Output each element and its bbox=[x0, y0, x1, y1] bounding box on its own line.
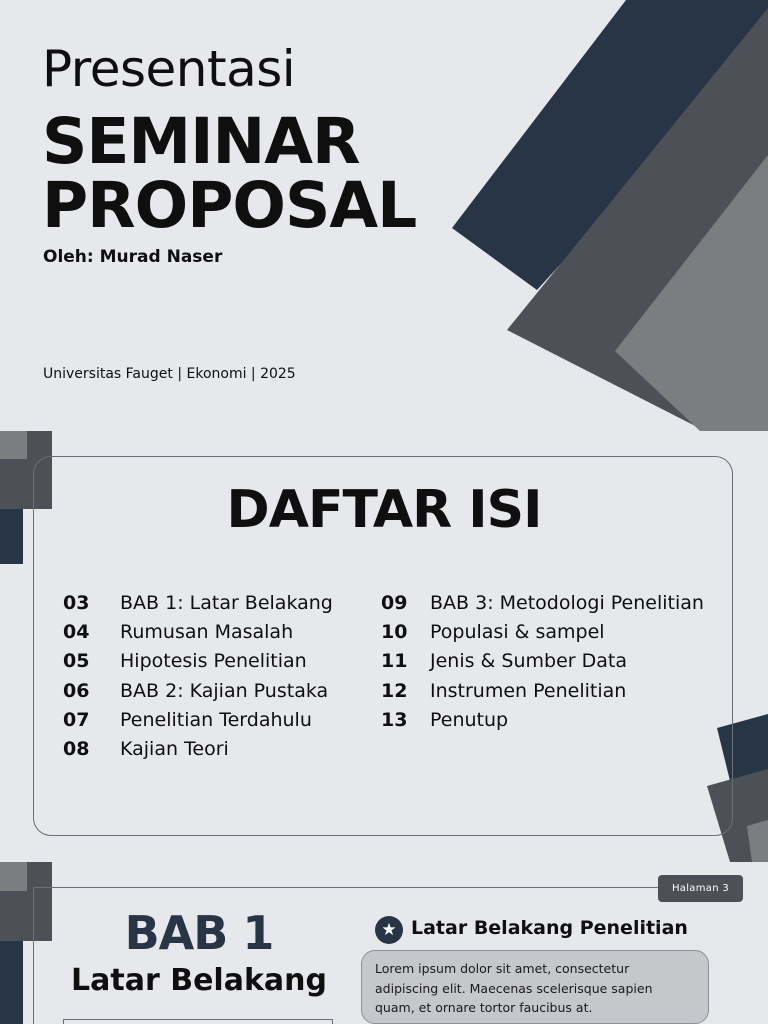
cover-title bbox=[42, 105, 417, 242]
toc-entry bbox=[63, 617, 333, 646]
toc-entry-page-number: 05 bbox=[63, 650, 90, 673]
toc-entry bbox=[63, 676, 333, 705]
toc-entry-label: Rumusan Masalah bbox=[120, 620, 294, 643]
star-icon: ★ bbox=[375, 916, 403, 944]
toc-entry bbox=[63, 705, 333, 734]
cover-author: Oleh: Murad Naser bbox=[43, 247, 223, 267]
chapter-number: BAB 1 bbox=[124, 906, 274, 960]
toc-entry bbox=[63, 734, 333, 763]
chapter-image-frame bbox=[63, 1019, 333, 1024]
cover-institution: Universitas Fauget | Ekonomi | 2025 bbox=[43, 366, 296, 382]
toc-entry-page-number: 12 bbox=[381, 679, 408, 702]
toc-decor-shape bbox=[0, 431, 27, 459]
section-heading: Latar Belakang Penelitian bbox=[411, 917, 688, 939]
toc-entry-page-number: 04 bbox=[63, 620, 90, 643]
toc-slide bbox=[0, 431, 768, 862]
page-number-badge: Halaman 3 bbox=[658, 875, 743, 902]
toc-entry bbox=[381, 705, 704, 734]
toc-entry bbox=[63, 647, 333, 676]
toc-entry-page-number: 07 bbox=[63, 708, 90, 731]
toc-entry-page-number: 09 bbox=[381, 591, 408, 614]
toc-entry bbox=[381, 676, 704, 705]
cover-title-line2: PROPOSAL bbox=[42, 169, 417, 242]
cover-pre-title: Presentasi bbox=[42, 40, 296, 98]
toc-entry bbox=[381, 588, 704, 617]
toc-entry-label: Jenis & Sumber Data bbox=[430, 650, 627, 673]
toc-entry-label: Penelitian Terdahulu bbox=[120, 708, 312, 731]
toc-entry bbox=[63, 588, 333, 617]
toc-entry bbox=[381, 647, 704, 676]
toc-title: DAFTAR ISI bbox=[226, 480, 542, 540]
cover-slide bbox=[0, 0, 768, 431]
toc-entry-label: Kajian Teori bbox=[120, 738, 229, 761]
toc-entry-label: Populasi & sampel bbox=[430, 620, 605, 643]
bab1-decor-shape bbox=[0, 862, 27, 891]
toc-entry-page-number: 06 bbox=[63, 679, 90, 702]
bab1-top-border bbox=[33, 887, 673, 888]
chapter-title: Latar Belakang bbox=[71, 963, 327, 998]
section-body-box: Lorem ipsum dolor sit amet, consectetur adipiscing elit. Maecenas scelerisque sapien quam, et ornare tortor faucibus at. bbox=[361, 950, 709, 1024]
toc-column-left bbox=[63, 588, 333, 764]
bab1-slide bbox=[0, 862, 768, 1024]
toc-entry-page-number: 13 bbox=[381, 708, 408, 731]
toc-entry-page-number: 11 bbox=[381, 650, 408, 673]
toc-entry-label: BAB 1: Latar Belakang bbox=[120, 591, 333, 614]
toc-entry-label: Penutup bbox=[430, 708, 509, 731]
toc-entry-page-number: 03 bbox=[63, 591, 90, 614]
toc-entry-label: Instrumen Penelitian bbox=[430, 679, 627, 702]
toc-column-right bbox=[381, 588, 704, 734]
toc-entry bbox=[381, 617, 704, 646]
cover-title-line1: SEMINAR bbox=[42, 105, 360, 178]
toc-entry-label: BAB 2: Kajian Pustaka bbox=[120, 679, 329, 702]
toc-entry-label: Hipotesis Penelitian bbox=[120, 650, 307, 673]
toc-entry-page-number: 08 bbox=[63, 738, 90, 761]
toc-entry-label: BAB 3: Metodologi Penelitian bbox=[430, 591, 704, 614]
toc-entry-page-number: 10 bbox=[381, 620, 408, 643]
